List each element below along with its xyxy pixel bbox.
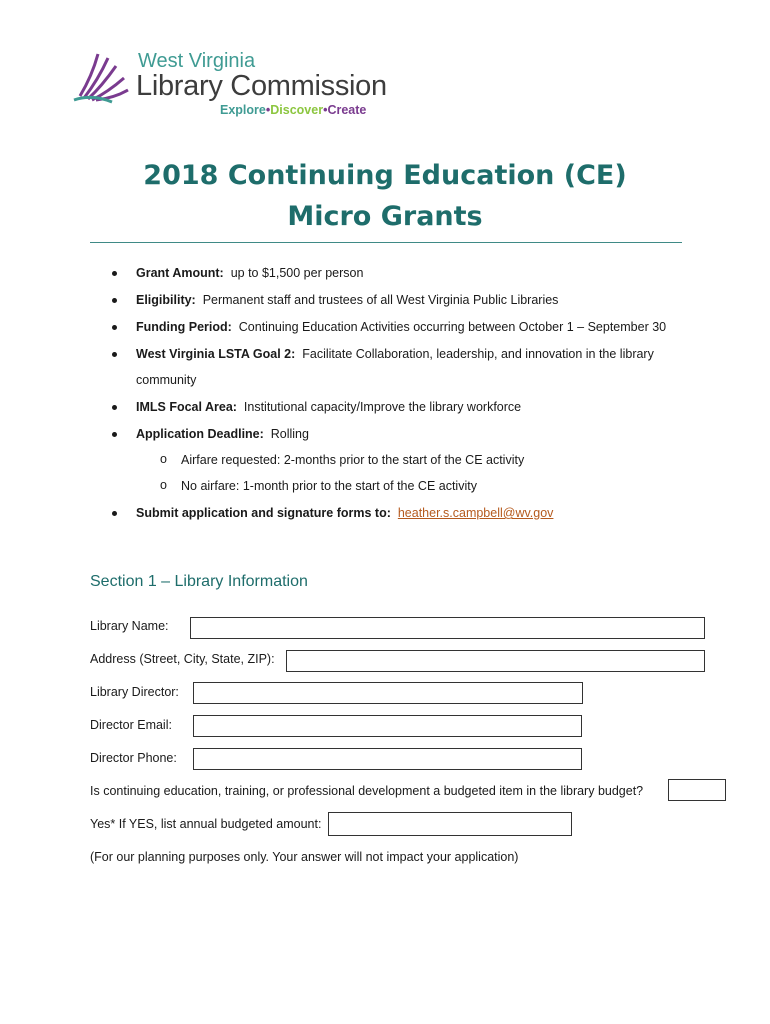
bullet-icon <box>112 405 117 410</box>
library-name-label: Library Name: <box>90 619 169 633</box>
budgeted-question-label: Is continuing education, training, or professional development a budgeted item in the library budget? <box>90 784 644 798</box>
director-phone-field[interactable] <box>193 748 582 770</box>
bullet-lsta-goal-cont: community <box>136 373 197 387</box>
submit-email-link[interactable]: heather.s.campbell@wv.gov <box>397 506 554 520</box>
budgeted-amount-label: Yes* If YES, list annual budgeted amount: <box>90 817 322 831</box>
title-divider <box>90 242 682 243</box>
logo-line2: Library Commission <box>136 70 387 102</box>
bullet-icon <box>112 271 117 276</box>
address-label: Address (Street, City, State, ZIP): <box>90 652 275 666</box>
bullet-grant-amount: Grant Amount: up to $1,500 per person <box>136 266 363 280</box>
circle-bullet-icon: o <box>160 452 167 466</box>
director-field[interactable] <box>193 682 583 704</box>
logo-line1: West Virginia <box>138 50 256 72</box>
wvlc-logo <box>72 46 387 122</box>
bullet-icon <box>112 325 117 330</box>
address-field[interactable] <box>286 650 705 672</box>
bullet-deadline: Application Deadline: Rolling <box>136 427 309 441</box>
bullet-lsta-goal: West Virginia LSTA Goal 2: Facilitate Collaboration, leadership, and innovation in the library <box>136 347 654 361</box>
bullet-icon <box>112 511 117 516</box>
page-title-line1: 2018 Continuing Education (CE) <box>143 160 627 191</box>
bullet-imls: IMLS Focal Area: Institutional capacity/Improve the library workforce <box>136 400 521 414</box>
sub-bullet-airfare: o Airfare requested: 2-months prior to the start of the CE activity <box>160 452 525 467</box>
bullet-icon <box>112 298 117 303</box>
section1-heading: Section 1 – Library Information <box>90 573 308 590</box>
director-label: Library Director: <box>90 685 179 699</box>
planning-note: (For our planning purposes only. Your answer will not impact your application) <box>90 850 519 864</box>
bullet-icon <box>112 352 117 357</box>
library-name-field[interactable] <box>190 617 705 639</box>
bullet-icon <box>112 432 117 437</box>
page-title-line2: Micro Grants <box>287 201 483 232</box>
logo-tagline: Explore•Discover•Create <box>220 103 367 117</box>
book-pages-logo-icon <box>72 46 136 106</box>
director-email-field[interactable] <box>193 715 582 737</box>
budgeted-amount-field[interactable] <box>328 812 572 836</box>
bullet-funding-period: Funding Period: Continuing Education Activities occurring between October 1 – September 30 <box>136 320 666 334</box>
bullet-submit: Submit application and signature forms to: heather.s.campbell@wv.gov <box>136 506 553 520</box>
sub-bullet-no-airfare: o No airfare: 1-month prior to the start of the CE activity <box>160 478 477 493</box>
bullet-eligibility: Eligibility: Permanent staff and trustees of all West Virginia Public Libraries <box>136 293 558 307</box>
budgeted-answer-field[interactable] <box>668 779 726 801</box>
circle-bullet-icon: o <box>160 478 167 492</box>
director-email-label: Director Email: <box>90 718 172 732</box>
director-phone-label: Director Phone: <box>90 751 177 765</box>
